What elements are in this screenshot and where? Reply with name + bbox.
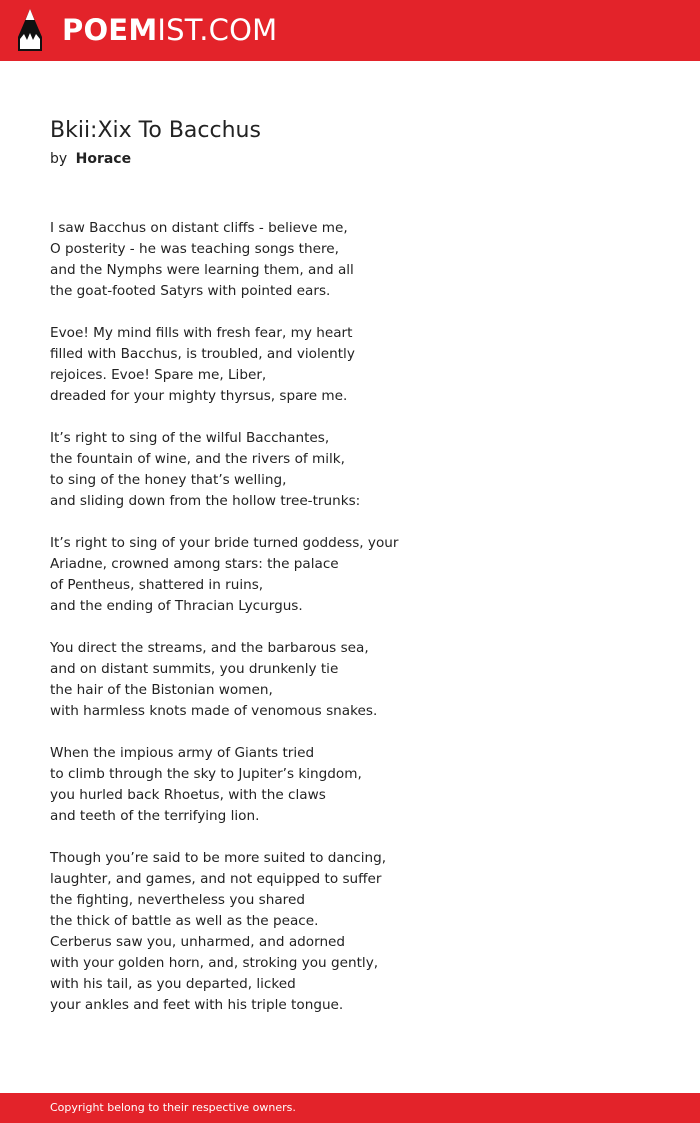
poem-line: the thick of battle as well as the peace.	[50, 913, 319, 929]
poem-line: It’s right to sing of the wilful Bacchantes,	[50, 430, 330, 446]
poem-line: to sing of the honey that’s welling,	[50, 472, 287, 488]
poem-line: to climb through the sky to Jupiter’s kingdom,	[50, 766, 362, 782]
poem-line: and on distant summits, you drunkenly tie	[50, 661, 339, 677]
poem-line: When the impious army of Giants tried	[50, 745, 315, 761]
poem-line: and the ending of Thracian Lycurgus.	[50, 598, 303, 614]
poem-line: your ankles and feet with his triple tongue.	[50, 997, 344, 1013]
poem-line: I saw Bacchus on distant cliffs - believe me,	[50, 220, 348, 236]
poem-line: Though you’re said to be more suited to dancing,	[50, 850, 387, 866]
poem-line: with his tail, as you departed, licked	[50, 976, 296, 992]
poem-line: you hurled back Rhoetus, with the claws	[50, 787, 326, 803]
site-header	[0, 0, 700, 61]
poem-line: rejoices. Evoe! Spare me, Liber,	[50, 367, 267, 383]
copyright-text: Copyright belong to their respective owners.	[50, 1101, 296, 1114]
poem-line: with harmless knots made of venomous snakes.	[50, 703, 378, 719]
poem-body	[50, 218, 470, 1037]
poem-line: the fighting, nevertheless you shared	[50, 892, 305, 908]
poem-line: Evoe! My mind fills with fresh fear, my heart	[50, 325, 353, 341]
poem-stanza	[50, 533, 470, 617]
poem-line: the goat-footed Satyrs with pointed ears.	[50, 283, 331, 299]
poem-title: Bkii:Xix To Bacchus	[50, 118, 261, 143]
poem-stanza	[50, 428, 470, 512]
poem-stanza	[50, 323, 470, 407]
poem-line: Ariadne, crowned among stars: the palace	[50, 556, 339, 572]
poem-line: O posterity - he was teaching songs there,	[50, 241, 339, 257]
poem-line: with your golden horn, and, stroking you gently,	[50, 955, 379, 971]
poem-line: laughter, and games, and not equipped to suffer	[50, 871, 382, 887]
by-label: by	[50, 151, 68, 167]
poem-line: the fountain of wine, and the rivers of milk,	[50, 451, 345, 467]
site-logo[interactable]	[62, 12, 277, 48]
site-footer	[0, 1093, 700, 1123]
poem-stanza	[50, 638, 470, 722]
poem-line: and teeth of the terrifying lion.	[50, 808, 260, 824]
byline	[50, 148, 131, 170]
poem-line: It’s right to sing of your bride turned goddess, your	[50, 535, 399, 551]
poem-stanza	[50, 743, 470, 827]
poem-line: dreaded for your mighty thyrsus, spare me.	[50, 388, 348, 404]
poem-line: of Pentheus, shattered in ruins,	[50, 577, 264, 593]
poem-line: and the Nymphs were learning them, and all	[50, 262, 354, 278]
poem-line: the hair of the Bistonian women,	[50, 682, 273, 698]
poem-line: You direct the streams, and the barbarous sea,	[50, 640, 369, 656]
poem-stanza	[50, 218, 470, 302]
poem-line: and sliding down from the hollow tree-trunks:	[50, 493, 361, 509]
poem-line: Cerberus saw you, unharmed, and adorned	[50, 934, 346, 950]
poem-stanza	[50, 848, 470, 1016]
author-name: Horace	[75, 151, 132, 167]
logo-light-text: IST.COM	[157, 13, 278, 47]
pencil-icon[interactable]	[16, 7, 44, 53]
logo-bold-text: POEM	[62, 13, 158, 47]
poem-line: filled with Bacchus, is troubled, and violently	[50, 346, 355, 362]
